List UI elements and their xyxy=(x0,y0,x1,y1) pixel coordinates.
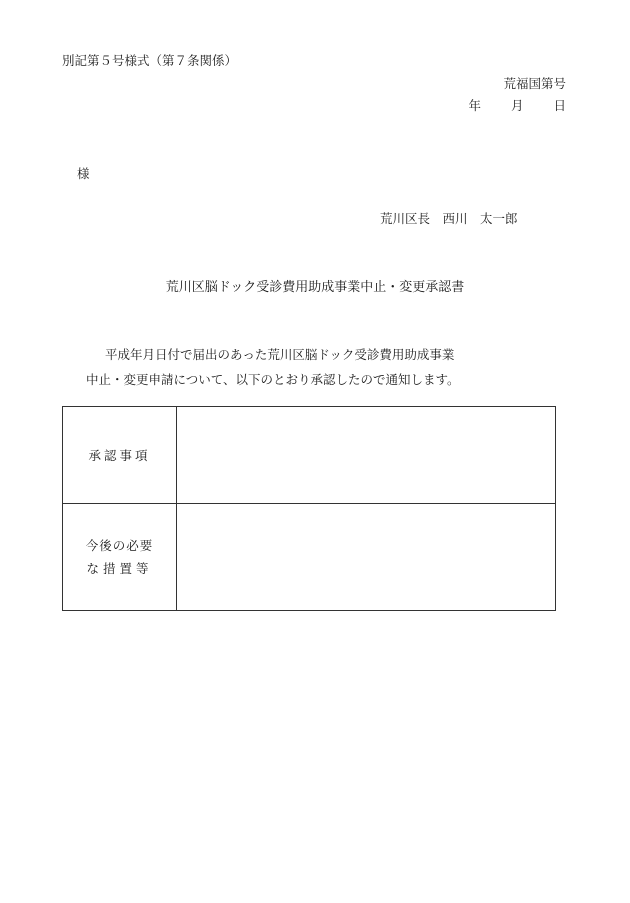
document-title: 荒川区脳ドック受診費用助成事業中止・変更承認書 xyxy=(165,280,465,295)
document-number: 荒福国第号 xyxy=(503,76,566,91)
row-label-line-1: 今後の必要 xyxy=(85,538,154,553)
approval-table xyxy=(62,406,556,611)
required-measures-field[interactable] xyxy=(177,504,556,611)
date-year: 年 xyxy=(468,98,481,113)
form-label: 別記第５号様式（第７条関係） xyxy=(62,53,238,68)
sender-name: 荒川区長 西川 太一郎 xyxy=(380,211,518,226)
addressee: 様 xyxy=(77,166,90,181)
table-row xyxy=(63,504,556,611)
row-label-line-2: な措置等 xyxy=(86,561,153,576)
approval-items-field[interactable] xyxy=(177,407,556,504)
date-line xyxy=(468,96,566,114)
body-text xyxy=(86,342,460,392)
row-label-required-measures xyxy=(63,504,177,611)
body-line-1: 平成年月日付で届出のあった荒川区脳ドック受診費用助成事業 xyxy=(105,347,455,362)
date-month: 月 xyxy=(510,98,524,113)
table-row xyxy=(63,407,556,504)
row-label-approval-items: 承認事項 xyxy=(63,407,177,504)
date-day: 日 xyxy=(553,98,566,113)
body-line-2: 中止・変更申請について、以下のとおり承認したので通知します。 xyxy=(86,372,460,387)
